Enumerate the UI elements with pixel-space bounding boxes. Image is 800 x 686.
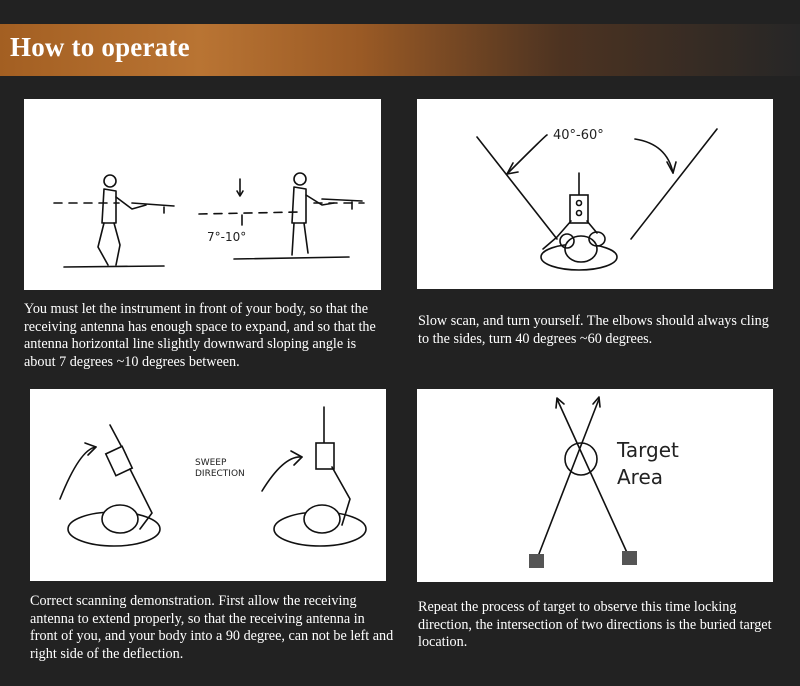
target-drawing <box>417 389 773 582</box>
caption-1: You must let the instrument in front of your body, so that the receiving antenna has enough space to expand, and so that the antenna horizontal line slightly downward sloping angle is about 7 degrees ~10 degrees between. <box>24 301 376 370</box>
arc-angle-label: 40°-60° <box>553 128 604 143</box>
illustration-stance-angle <box>24 99 381 290</box>
illustration-sweep-direction <box>30 389 386 581</box>
caption-2: Slow scan, and turn yourself. The elbows should always cling to the sides, turn 40 degrees ~60 degrees. <box>418 313 769 347</box>
sweep-direction-label <box>195 458 245 479</box>
stance-drawing <box>24 99 381 290</box>
scan-arc-drawing <box>417 99 773 289</box>
caption-3: Correct scanning demonstration. First allow the receiving antenna to extend properly, so that the receiving antenna in front of you, and your body into a 90 degree, can not be left and right side of the deflection. <box>30 593 394 662</box>
sweep-label-line: SWEEP <box>195 458 227 468</box>
target-label-line1: Target <box>617 438 679 462</box>
caption-4: Repeat the process of target to observe this time locking direction, the intersection of two directions is the buried target location. <box>418 599 772 650</box>
angle-label: 7°-10° <box>207 230 247 244</box>
header-banner <box>0 24 800 76</box>
page-title: How to operate <box>10 32 190 62</box>
sweep-label-line: DIRECTION <box>195 469 245 479</box>
illustration-scan-arc <box>417 99 773 289</box>
illustration-target-area <box>417 389 773 582</box>
target-area-label <box>616 438 679 489</box>
sweep-drawing <box>30 389 386 581</box>
target-label-line2: Area <box>617 465 664 489</box>
